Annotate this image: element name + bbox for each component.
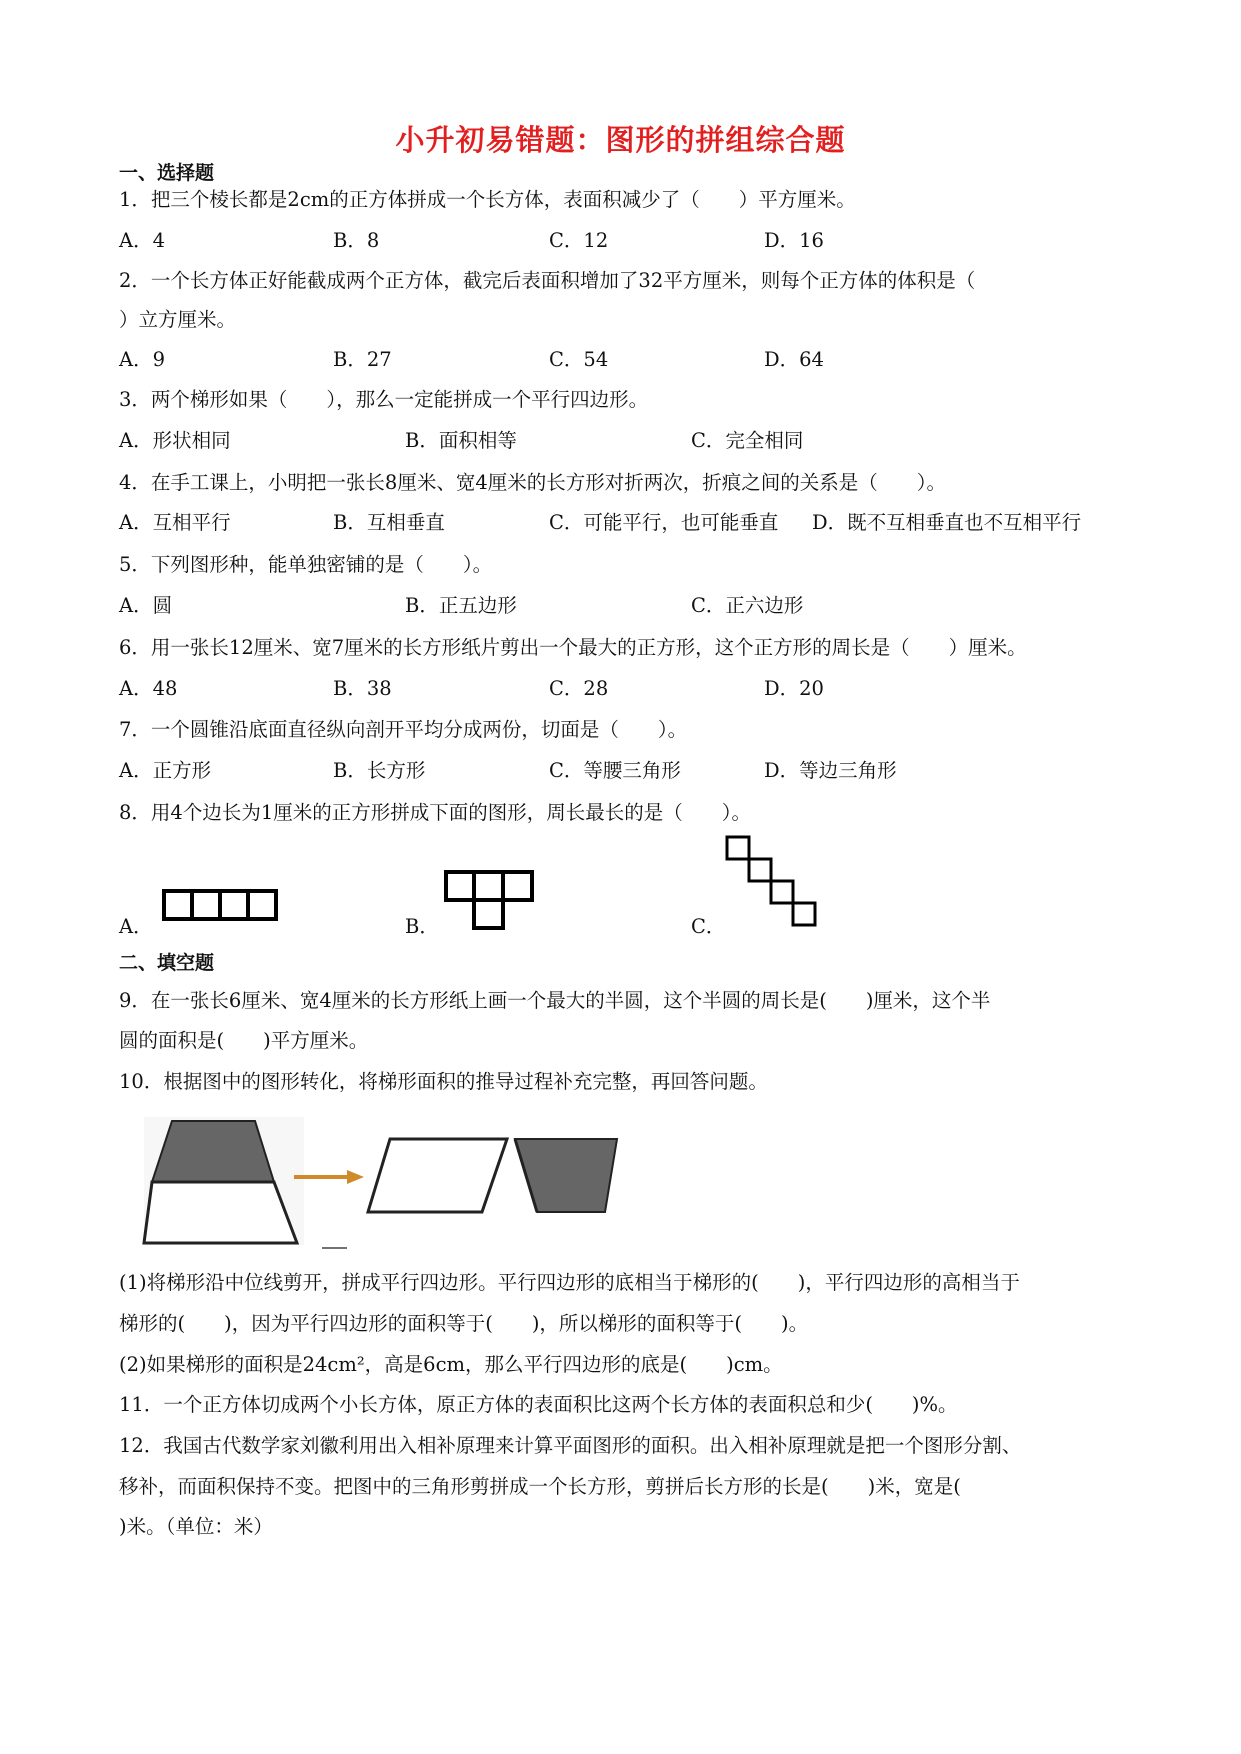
q1-option-b: B．8 — [333, 229, 380, 252]
question-9-text-line1: 9．在一张长6厘米、宽4厘米的长方形纸上画一个最大的半圆，这个半圆的周长是( )厘米，这个半 — [119, 989, 991, 1012]
q7-option-d: D．等边三角形 — [764, 759, 897, 782]
q4-option-b: B．互相垂直 — [333, 511, 445, 534]
q3-option-c: C．完全相同 — [691, 429, 804, 452]
q4-option-a: A．互相平行 — [119, 511, 231, 534]
q5-option-b: B．正五边形 — [405, 594, 517, 617]
question-11-text: 11．一个正方体切成两个小长方体，原正方体的表面积比这两个长方体的表面积总和少( )%。 — [119, 1393, 958, 1416]
question-12-text-line3: )米。（单位：米） — [119, 1515, 273, 1538]
section-heading-choice: 一、选择题 — [119, 162, 215, 184]
q6-option-d: D．20 — [764, 677, 824, 700]
q8-figure-a — [162, 889, 278, 921]
q8-option-c: C． — [691, 915, 726, 938]
question-12-text-line1: 12．我国古代数学家刘徽利用出入相补原理来计算平面图形的面积。出入相补原理就是把一个图形分割、 — [119, 1434, 1022, 1457]
q8-figure-b — [444, 870, 534, 930]
q7-option-a: A．正方形 — [119, 759, 212, 782]
q8-figure-c — [725, 835, 825, 933]
q10-trapezoid-figure — [142, 1115, 662, 1255]
page-title: 小升初易错题：图形的拼组综合题 — [395, 123, 846, 157]
q6-option-a: A．48 — [119, 677, 178, 700]
question-8-text: 8．用4个边长为1厘米的正方形拼成下面的图形，周长最长的是（ ）。 — [119, 801, 751, 824]
q4-option-d: D．既不互相垂直也不互相平行 — [812, 511, 1082, 534]
q6-option-c: C．28 — [549, 677, 609, 700]
question-10-text: 10．根据图中的图形转化，将梯形面积的推导过程补充完整，再回答问题。 — [119, 1070, 768, 1093]
q8-option-a: A． — [119, 915, 153, 938]
question-3-text: 3．两个梯形如果（ ），那么一定能拼成一个平行四边形。 — [119, 388, 649, 411]
question-10-part1-line2: 梯形的( )，因为平行四边形的面积等于( )，所以梯形的面积等于( )。 — [119, 1312, 809, 1335]
question-9-text-line2: 圆的面积是( )平方厘米。 — [119, 1029, 369, 1052]
question-4-text: 4．在手工课上，小明把一张长8厘米、宽4厘米的长方形对折两次，折痕之间的关系是（ ）。 — [119, 471, 946, 494]
q4-option-c: C．可能平行，也可能垂直 — [549, 511, 779, 534]
q2-option-d: D．64 — [764, 348, 824, 371]
question-2-text-line1: 2．一个长方体正好能截成两个正方体，截完后表面积增加了32平方厘米，则每个正方体的体积是（ — [119, 269, 976, 292]
q7-option-c: C．等腰三角形 — [549, 759, 681, 782]
question-10-part2: (2)如果梯形的面积是24cm²，高是6cm，那么平行四边形的底是( )cm。 — [119, 1353, 783, 1376]
q2-option-b: B．27 — [333, 348, 392, 371]
question-2-text-line2: ）立方厘米。 — [119, 308, 237, 331]
question-5-text: 5．下列图形种，能单独密铺的是（ ）。 — [119, 553, 493, 576]
question-12-text-line2: 移补，而面积保持不变。把图中的三角形剪拼成一个长方形，剪拼后长方形的长是( )米，宽是( — [119, 1475, 961, 1498]
q5-option-a: A．圆 — [119, 594, 173, 617]
question-6-text: 6．用一张长12厘米、宽7厘米的长方形纸片剪出一个最大的正方形，这个正方形的周长是（ ）厘米。 — [119, 636, 1027, 659]
section-heading-fill: 二、填空题 — [119, 952, 215, 974]
q7-option-b: B．长方形 — [333, 759, 426, 782]
q1-option-c: C．12 — [549, 229, 609, 252]
question-10-part1-line1: (1)将梯形沿中位线剪开，拼成平行四边形。平行四边形的底相当于梯形的( )，平行四边形的高相当于 — [119, 1271, 1020, 1294]
question-7-text: 7．一个圆锥沿底面直径纵向剖开平均分成两份，切面是（ ）。 — [119, 718, 688, 741]
question-1-text: 1．把三个棱长都是2cm的正方体拼成一个长方体，表面积减少了（ ）平方厘米。 — [119, 188, 856, 211]
q6-option-b: B．38 — [333, 677, 392, 700]
q3-option-b: B．面积相等 — [405, 429, 517, 452]
q3-option-a: A．形状相同 — [119, 429, 231, 452]
q5-option-c: C．正六边形 — [691, 594, 804, 617]
q8-option-b: B． — [405, 915, 439, 938]
q2-option-c: C．54 — [549, 348, 609, 371]
q1-option-d: D．16 — [764, 229, 824, 252]
q1-option-a: A．4 — [119, 229, 165, 252]
q2-option-a: A．9 — [119, 348, 165, 371]
